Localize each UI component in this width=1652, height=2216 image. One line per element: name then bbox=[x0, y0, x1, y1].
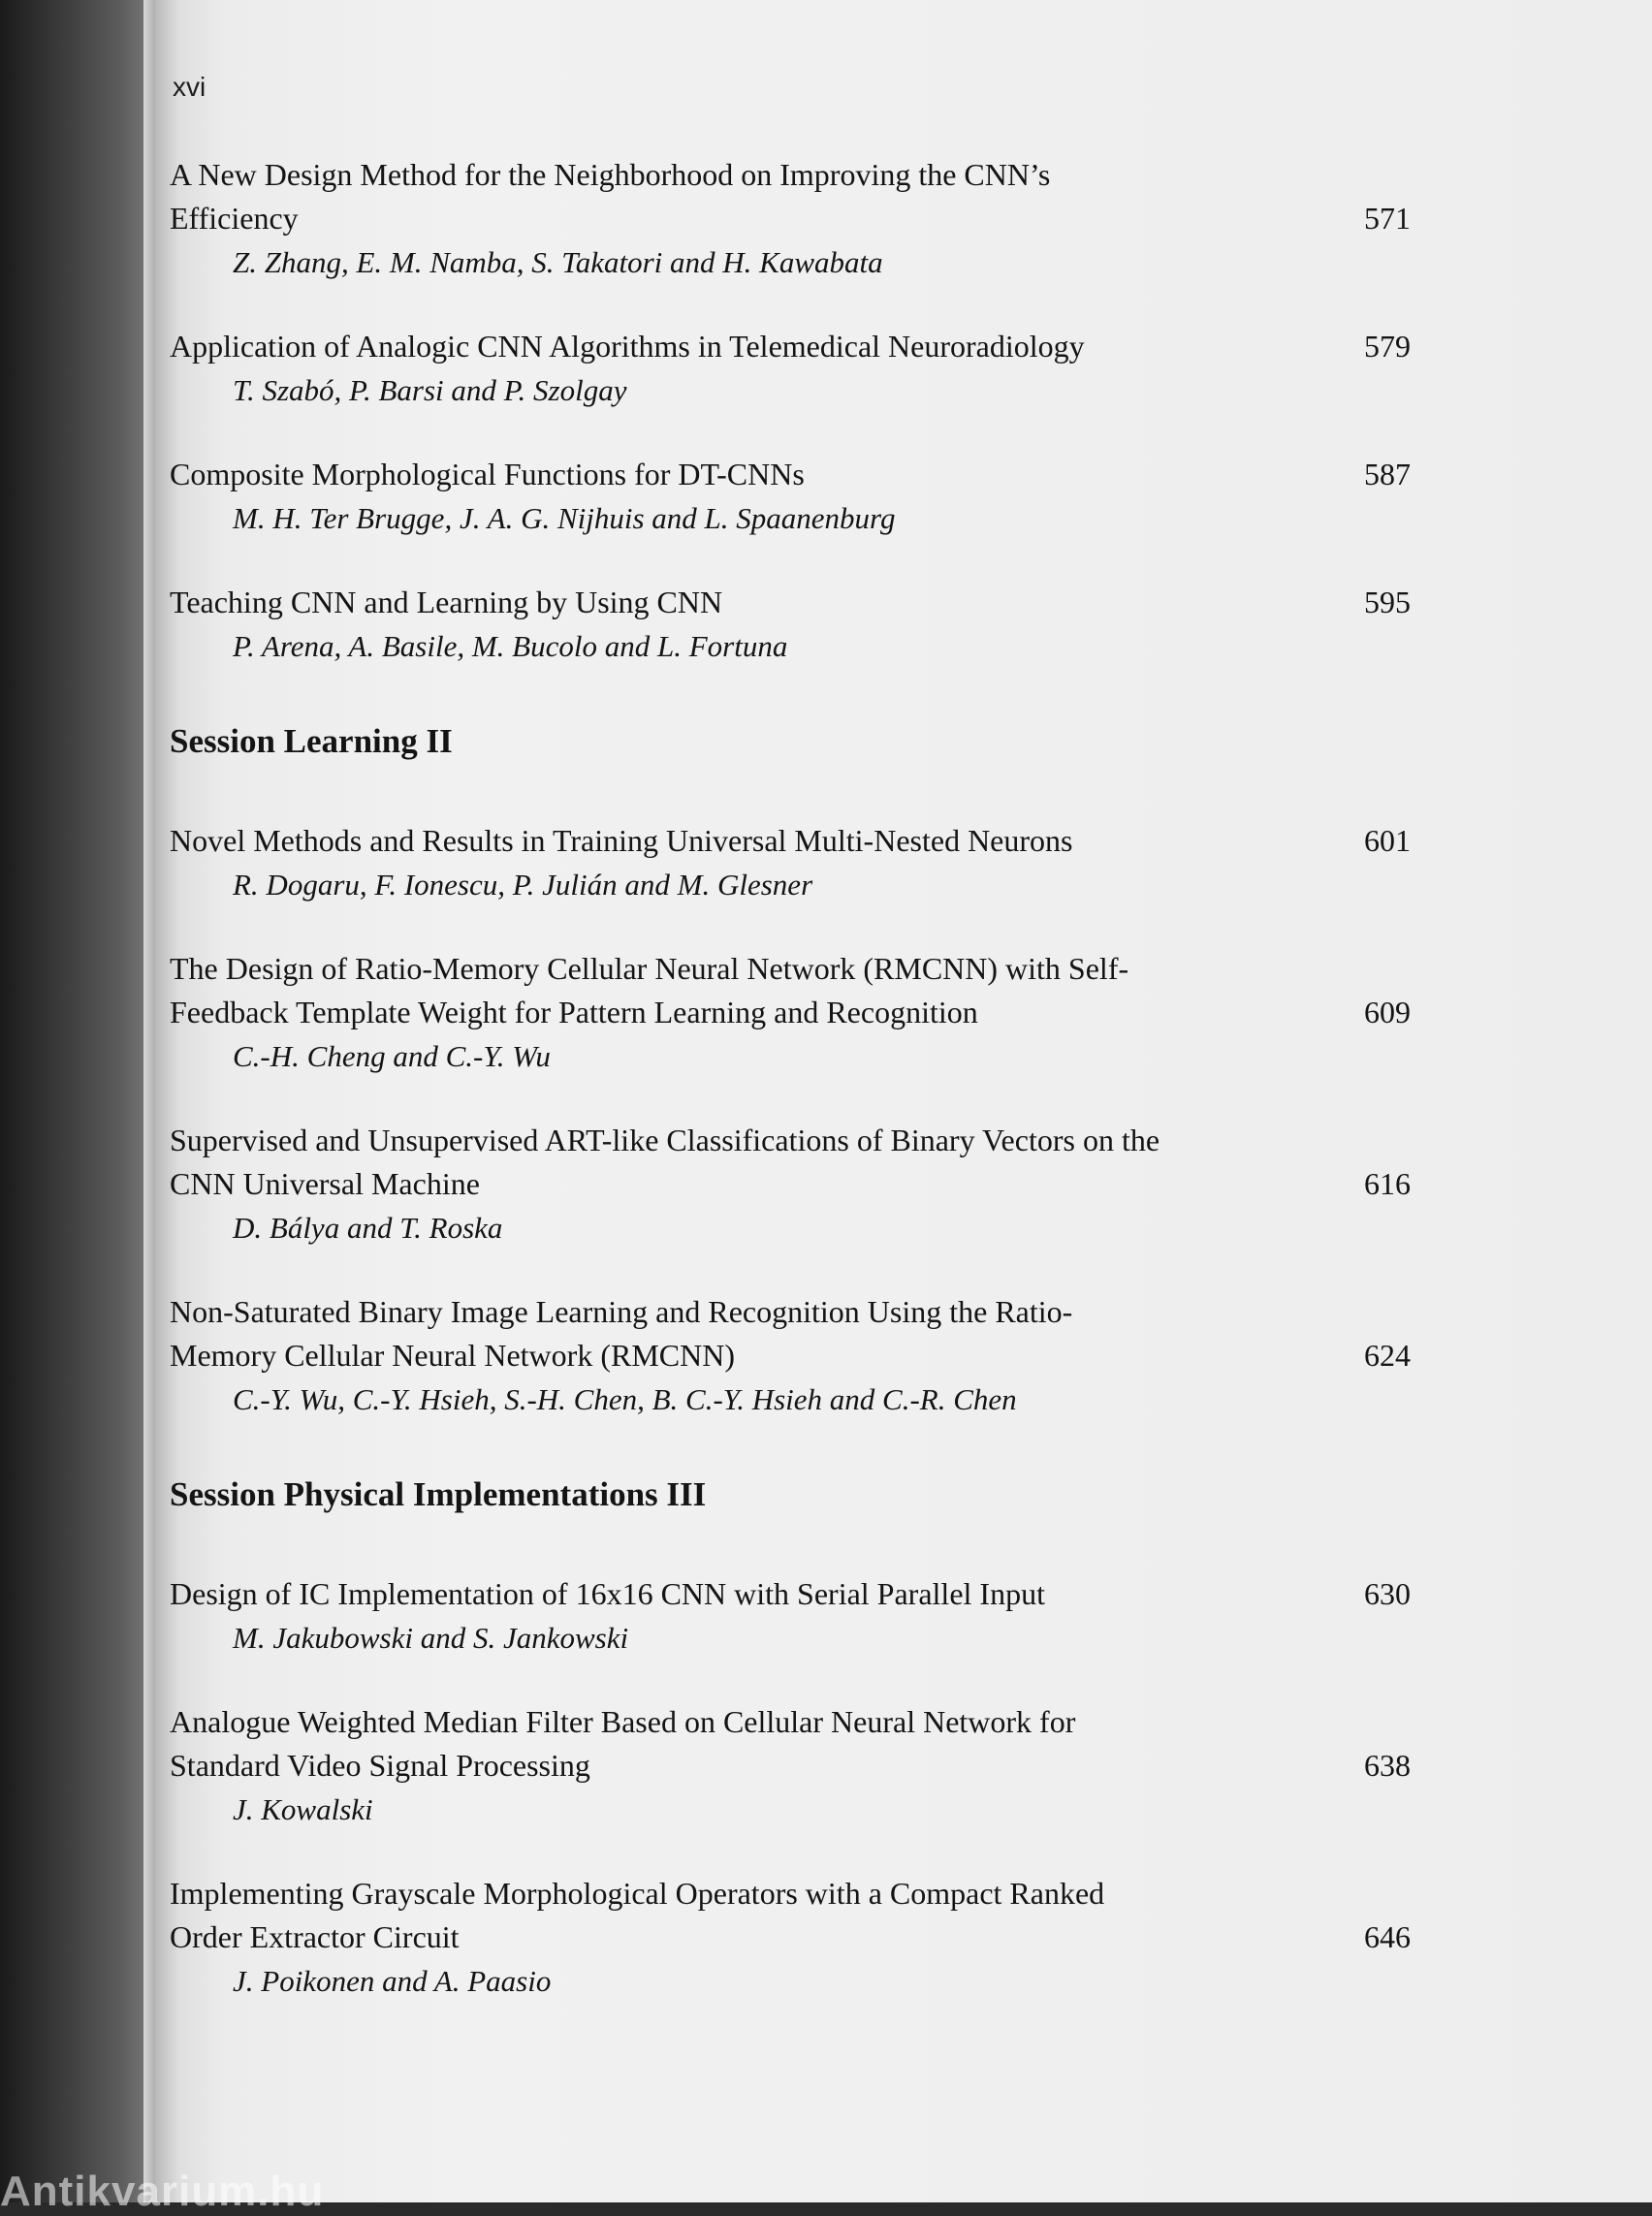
entry-authors: M. Jakubowski and S. Jankowski bbox=[233, 1621, 629, 1655]
entry-authors: J. Kowalski bbox=[233, 1792, 373, 1826]
entry-page-number: 646 bbox=[1364, 1919, 1411, 1954]
entry-title: Teaching CNN and Learning by Using CNN bbox=[170, 585, 723, 619]
entry-authors: C.-Y. Wu, C.-Y. Hsieh, S.-H. Chen, B. C.-Y. Hsieh and C.-R. Chen bbox=[233, 1382, 1017, 1416]
entry-title: A New Design Method for the Neighborhood on Improving the CNN’s Efficiency bbox=[170, 157, 1051, 236]
toc-section bbox=[170, 718, 1411, 1421]
entry-page-number: 609 bbox=[1364, 995, 1411, 1029]
entry-authors: R. Dogaru, F. Ionescu, P. Julián and M. Glesner bbox=[233, 868, 813, 902]
entry-page-number: 587 bbox=[1364, 457, 1411, 491]
entry-title: Analogue Weighted Median Filter Based on Cellular Neural Network for Standard Video Signal Processing bbox=[170, 1704, 1076, 1783]
entry-title: Implementing Grayscale Morphological Operators with a Compact Ranked Order Extractor Circuit bbox=[170, 1876, 1105, 1954]
entry-page-number: 624 bbox=[1364, 1338, 1411, 1373]
entry-page-number: 571 bbox=[1364, 201, 1411, 236]
entry-page-number: 579 bbox=[1364, 329, 1411, 364]
table-of-contents bbox=[170, 153, 1411, 2043]
toc-section bbox=[170, 1472, 1411, 2003]
session-heading: Session Physical Implementations III bbox=[170, 1475, 707, 1513]
entry-title: Supervised and Unsupervised ART-like Classifications of Binary Vectors on the CNN Universal Machine bbox=[170, 1123, 1160, 1201]
entry-page-number: 616 bbox=[1364, 1166, 1411, 1201]
toc-entry bbox=[170, 819, 1411, 906]
entry-authors: T. Szabó, P. Barsi and P. Szolgay bbox=[233, 373, 627, 407]
session-heading: Session Learning II bbox=[170, 722, 453, 760]
entry-title: Novel Methods and Results in Training Universal Multi-Nested Neurons bbox=[170, 823, 1073, 858]
toc-entry bbox=[170, 153, 1411, 284]
toc-entry bbox=[170, 1119, 1411, 1250]
toc-section bbox=[170, 153, 1411, 668]
entry-page-number: 595 bbox=[1364, 585, 1411, 619]
watermark-text: Antikvarium.hu bbox=[0, 2168, 325, 2215]
toc-entry bbox=[170, 581, 1411, 668]
toc-entry bbox=[170, 1572, 1411, 1660]
entry-page-number: 630 bbox=[1364, 1576, 1411, 1611]
entry-page-number: 601 bbox=[1364, 823, 1411, 858]
entry-title: Non-Saturated Binary Image Learning and Recognition Using the Ratio-Memory Cellular Neural Network (RMCNN) bbox=[170, 1294, 1073, 1373]
entry-authors: P. Arena, A. Basile, M. Bucolo and L. Fortuna bbox=[233, 629, 788, 663]
toc-entry bbox=[170, 947, 1411, 1078]
entry-authors: J. Poikonen and A. Paasio bbox=[233, 1964, 552, 1998]
toc-entry bbox=[170, 453, 1411, 540]
entry-title: Composite Morphological Functions for DT-CNNs bbox=[170, 457, 805, 491]
toc-entry bbox=[170, 1700, 1411, 1831]
entry-authors: M. H. Ter Brugge, J. A. G. Nijhuis and L. Spaanenburg bbox=[233, 501, 896, 535]
entry-title: Design of IC Implementation of 16x16 CNN with Serial Parallel Input bbox=[170, 1576, 1045, 1611]
entry-authors: C.-H. Cheng and C.-Y. Wu bbox=[233, 1039, 551, 1073]
toc-entry bbox=[170, 325, 1411, 412]
entry-authors: D. Bálya and T. Roska bbox=[233, 1211, 503, 1245]
page-folio: xvi bbox=[173, 72, 206, 102]
entry-title: The Design of Ratio-Memory Cellular Neural Network (RMCNN) with Self-Feedback Template Weight for Pattern Learning and Recognition bbox=[170, 951, 1129, 1029]
entry-title: Application of Analogic CNN Algorithms in Telemedical Neuroradiology bbox=[170, 329, 1085, 364]
toc-entry bbox=[170, 1290, 1411, 1421]
entry-page-number: 638 bbox=[1364, 1748, 1411, 1783]
toc-entry bbox=[170, 1872, 1411, 2003]
entry-authors: Z. Zhang, E. M. Namba, S. Takatori and H. Kawabata bbox=[233, 245, 883, 279]
